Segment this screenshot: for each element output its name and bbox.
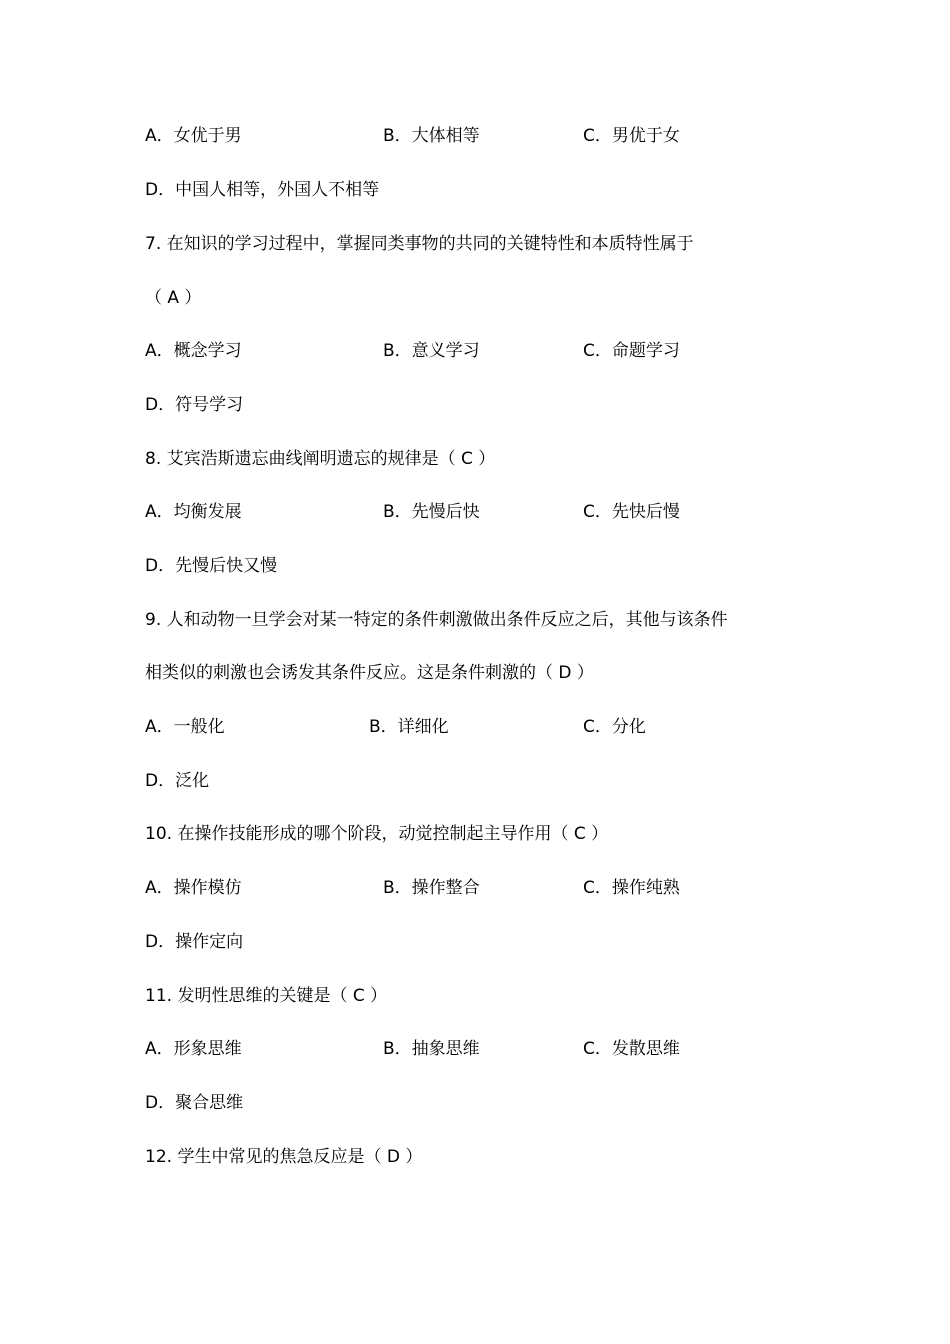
q6-option-a: A．女优于男 [145,126,242,146]
q7-option-b: B．意义学习 [383,341,480,361]
q11-option-b: B．抽象思维 [383,1039,480,1059]
q8-option-d: D．先慢后快又慢 [145,556,278,576]
q10-option-d: D．操作定向 [145,932,244,952]
q9-stem-line2: 相类似的刺激也会诱发其条件反应。这是条件刺激的（ D ） [145,663,594,683]
q10-stem: 10. 在操作技能形成的哪个阶段，动觉控制起主导作用（ C ） [145,824,609,844]
q8-stem: 8. 艾宾浩斯遗忘曲线阐明遗忘的规律是（ C ） [145,449,496,469]
q7-option-c: C．命题学习 [583,341,680,361]
q9-option-d: D．泛化 [145,771,210,791]
q10-option-c: C．操作纯熟 [583,878,680,898]
q12-stem: 12. 学生中常见的焦急反应是（ D ） [145,1147,423,1167]
q10-option-b: B．操作整合 [383,878,480,898]
q7-option-d: D．符号学习 [145,395,244,415]
q7-stem-line2: （ A ） [145,288,202,308]
q7-stem-line1: 7. 在知识的学习过程中，掌握同类事物的共同的关键特性和本质特性属于 [145,234,694,254]
q6-option-d: D．中国人相等，外国人不相等 [145,180,380,200]
q9-option-a: A．一般化 [145,717,225,737]
q6-option-c: C．男优于女 [583,126,680,146]
q7-option-a: A．概念学习 [145,341,242,361]
q6-option-b: B．大体相等 [383,126,480,146]
q11-option-a: A．形象思维 [145,1039,242,1059]
q11-option-d: D．聚合思维 [145,1093,244,1113]
q11-option-c: C．发散思维 [583,1039,680,1059]
q9-option-b: B．详细化 [369,717,449,737]
q8-option-a: A．均衡发展 [145,502,242,522]
q8-option-c: C．先快后慢 [583,502,680,522]
q8-option-b: B．先慢后快 [383,502,480,522]
q10-option-a: A．操作模仿 [145,878,242,898]
q11-stem: 11. 发明性思维的关键是（ C ） [145,986,388,1006]
q9-option-c: C．分化 [583,717,646,737]
q9-stem-line1: 9. 人和动物一旦学会对某一特定的条件刺激做出条件反应之后，其他与该条件 [145,610,728,630]
